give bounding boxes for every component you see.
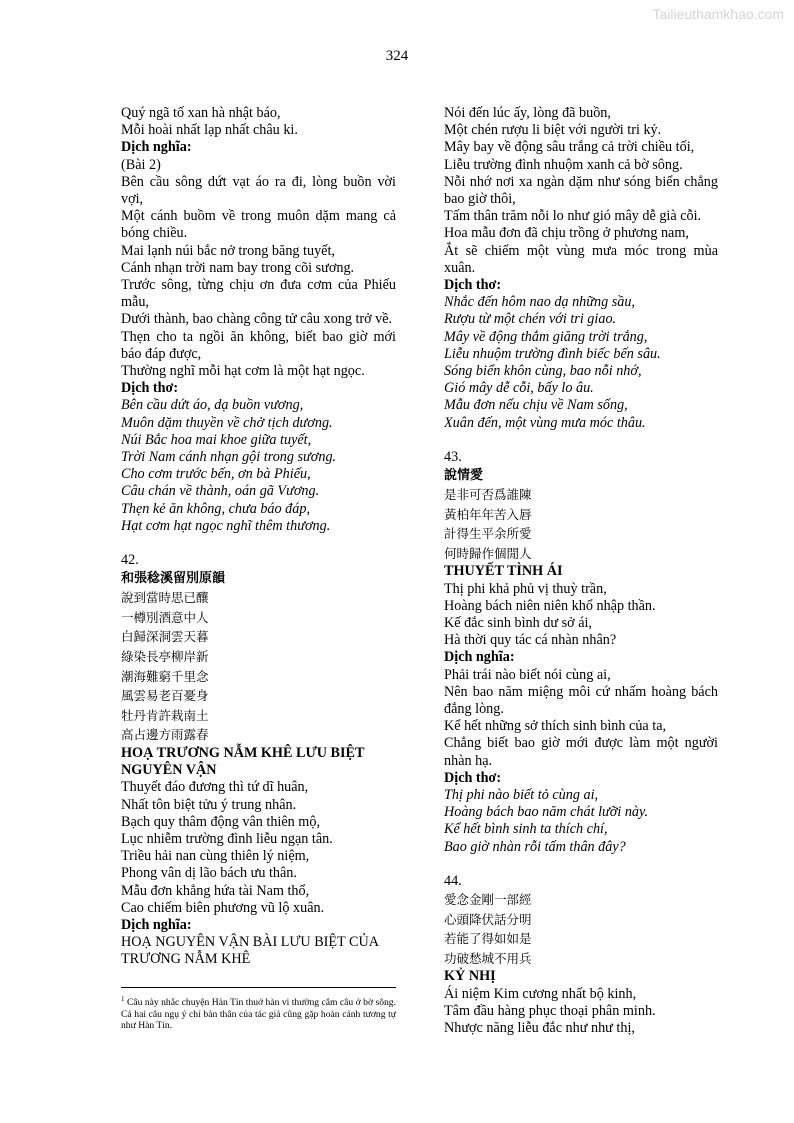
- text-line: Nhất tôn biệt tửu ý trung nhân.: [121, 796, 297, 813]
- section-heading: Dịch thơ:: [121, 380, 179, 397]
- han-line: 白歸深洞雲天暮: [121, 629, 209, 645]
- han-line: 潮海難窮千里念: [121, 668, 209, 684]
- poem-line: Mây về động thẳm giăng trời trắng,: [444, 328, 648, 345]
- poem-number: 43.: [444, 448, 462, 465]
- footnote-rule: [121, 987, 396, 988]
- text-line: Nói đến lúc ấy, lòng đã buồn,: [444, 105, 611, 121]
- poem-line: Kể hết bình sinh ta thích chí,: [444, 821, 608, 838]
- text-line: Hoàng bách niên niên khổ nhập thần.: [444, 597, 656, 614]
- text-line: Kể hết những sở thích sinh bình của ta,: [444, 718, 667, 735]
- section-heading: Dịch nghĩa:: [444, 649, 515, 666]
- text-line: Quý ngã tố xan hà nhật báo,: [121, 105, 281, 121]
- text-line: Phải trái nào biết nói cùng ai,: [444, 666, 611, 683]
- han-title: 和張稔溪留別原韻: [121, 571, 226, 587]
- text-line: Lục nhiễm trường đình liễu ngạn tân.: [121, 831, 333, 848]
- poem-title: KỶ NHỊ: [444, 968, 496, 985]
- poem-line: Gió mây dễ cỗi, bấy lo âu.: [444, 380, 594, 397]
- section-heading: Dịch nghĩa:: [121, 139, 192, 156]
- poem-title: HOẠ TRƯƠNG NẪM KHÊ LƯU BIỆT: [121, 745, 365, 762]
- poem-number: 42.: [121, 552, 139, 569]
- text-line: Nên bao năm miệng môi cứ nhấm hoàng bách đắng lòng.: [444, 683, 718, 718]
- text-line: Bạch quy thâm động vân thiên mộ,: [121, 813, 320, 830]
- han-line: 黃柏年年苦入唇: [444, 506, 532, 522]
- text-line: Dưới thành, bao chàng công tử câu xong trở về.: [121, 311, 393, 328]
- poem-title: THUYẾT TÌNH ÁI: [444, 563, 563, 580]
- text-line: Thuyết đáo đương thì tứ dĩ huân,: [121, 779, 309, 796]
- poem-line: Thẹn kẻ ăn không, chưa báo đáp,: [121, 500, 310, 517]
- text-line: Bên cầu sông dứt vạt áo ra đi, lòng buồn vời vợi,: [121, 173, 396, 208]
- han-line: 風雲易老百憂身: [121, 688, 209, 704]
- footnote-mark: 1: [121, 995, 125, 1003]
- poem-line: Nhắc đến hôm nao dạ những sầu,: [444, 294, 635, 311]
- han-line: 高占邊方雨露春: [121, 727, 209, 743]
- footnote-text: Câu này nhắc chuyện Hàn Tín thuở hàn vi thường cắm câu ở bờ sông. Cả hai câu ngụ ý chí bản thân của tác giả cũng gặp hoàn cảnh tương tự như Hàn Tín.: [121, 997, 396, 1031]
- text-line: Một cánh buồm về trong muôn dặm mang cả bóng chiều.: [121, 208, 396, 242]
- poem-line: Bên cầu dứt áo, dạ buồn vương,: [121, 397, 304, 414]
- footnote: [121, 994, 396, 1031]
- han-line: 愛念金剛一部經: [444, 892, 532, 908]
- left-column: [121, 105, 396, 969]
- text-line: Phong vân dị lão bách ưu thân.: [121, 865, 297, 882]
- text-line: Thẹn cho ta ngồi ăn không, biết bao giờ mới báo đáp được,: [121, 328, 396, 362]
- text-line: Thường nghĩ mỗi hạt cơm là một hạt ngọc.: [121, 363, 365, 380]
- han-line: 何時歸作個閒人: [444, 545, 532, 561]
- poem-title: NGUYÊN VẬN: [121, 762, 217, 779]
- poem-line: Bao giờ nhàn rỗi tấm thân đây?: [444, 838, 626, 855]
- han-line: 功破愁城不用兵: [444, 950, 532, 966]
- poem-line: Rượu từ một chén với tri giao.: [444, 311, 617, 328]
- section-heading: Dịch thơ:: [444, 277, 502, 294]
- han-line: 說到當時思已釀: [121, 590, 209, 606]
- text-line: Chẳng biết bao giờ mới được làm một người nhàn hạ.: [444, 735, 718, 769]
- poem-number: 44.: [444, 872, 462, 889]
- han-line: 若能了得如如是: [444, 931, 532, 947]
- text-line: Triều hải nan cùng thiên lý niệm,: [121, 848, 310, 865]
- text-line: Tâm đầu hàng phục thoại phân minh.: [444, 1002, 656, 1019]
- text-line: Mỗi hoài nhất lạp nhất châu ki.: [121, 122, 298, 139]
- poem-line: Câu chán về thành, oán gã Vương.: [121, 483, 320, 500]
- han-line: 是非可否爲誰陳: [444, 487, 532, 503]
- text-line: (Bài 2): [121, 156, 161, 173]
- han-line: 綠染長亭柳岸新: [121, 649, 209, 665]
- text-line: Mây bay về động sâu trắng cả trời chiều tối,: [444, 139, 695, 156]
- poem-line: Hoàng bách bao năm chát lưỡi này.: [444, 804, 649, 821]
- text-line: Kế đắc sinh bình dư sở ái,: [444, 615, 592, 632]
- poem-line: Hạt cơm hạt ngọc nghĩ thêm thương.: [121, 517, 331, 534]
- han-line: 一樽別酒意中人: [121, 609, 209, 625]
- right-column: [444, 105, 718, 1037]
- poem-line: Cho cơm trước bến, ơn bà Phiếu,: [121, 466, 311, 483]
- text-line: Hoa mẫu đơn đã chịu trồng ở phương nam,: [444, 225, 689, 242]
- text-line: Một chén rượu li biệt với người tri kỷ.: [444, 122, 662, 139]
- poem-line: Trời Nam cánh nhạn gội trong sương.: [121, 449, 337, 466]
- poem-line: Liễu nhuộm trường đình biếc bến sâu.: [444, 345, 661, 362]
- poem-line: Muôn dặm thuyền về chở tịch dương.: [121, 414, 333, 431]
- text-line: Mẫu đơn khẳng hứa tài Nam thổ,: [121, 882, 310, 899]
- text-line: Mai lạnh núi bắc nở trong băng tuyết,: [121, 242, 335, 259]
- poem-line: Mẫu đơn nếu chịu về Nam sống,: [444, 397, 628, 414]
- text-line: Thị phi khả phủ vị thuỳ trần,: [444, 580, 607, 597]
- section-heading: Dịch nghĩa:: [121, 917, 192, 934]
- page-number: 324: [385, 48, 409, 64]
- caps-line: TRƯƠNG NẪM KHÊ: [121, 951, 251, 968]
- watermark: Tailieuthamkhao.com: [652, 6, 784, 22]
- han-line: 牡丹肯許栽南土: [121, 707, 209, 723]
- text-line: Ái niệm Kim cương nhất bộ kinh,: [444, 985, 637, 1002]
- han-line: 心頭降伏話分明: [444, 911, 532, 927]
- text-line: Trước sông, từng chịu ơn đưa cơm của Phiếu mẫu,: [121, 277, 396, 311]
- han-line: 計得生平余所愛: [444, 526, 532, 542]
- caps-line: HOẠ NGUYÊN VẬN BÀI LƯU BIỆT CỦA: [121, 934, 379, 951]
- text-line: Nhược năng liễu đắc như như thị,: [444, 1020, 635, 1037]
- text-line: Hà thời quy tác cá nhàn nhân?: [444, 632, 617, 649]
- text-line: Ắt sẽ chiếm một vùng mưa móc trong mùa xuân.: [444, 242, 718, 276]
- text-line: Nỗi nhớ nơi xa ngàn dặm như sóng biển chẳng bao giờ thôi,: [444, 173, 718, 208]
- poem-line: Núi Bắc hoa mai khoe giữa tuyết,: [121, 431, 312, 448]
- poem-line: Sóng biển khôn cùng, bao nỗi nhớ,: [444, 363, 642, 380]
- section-heading: Dịch thơ:: [444, 769, 502, 786]
- poem-line: Thị phi nào biết tỏ cùng ai,: [444, 787, 599, 804]
- poem-line: Xuân đến, một vùng mưa móc thâu.: [444, 414, 646, 431]
- text-line: Cao chiếm biên phương vũ lộ xuân.: [121, 899, 325, 916]
- han-title: 說情愛: [444, 468, 484, 484]
- text-line: Liễu trường đình nhuộm xanh cả bờ sông.: [444, 156, 683, 173]
- text-line: Tấm thân trăm nỗi lo như gió mây dễ già cỗi.: [444, 208, 702, 225]
- text-line: Cánh nhạn trời nam bay trong cõi sương.: [121, 259, 355, 276]
